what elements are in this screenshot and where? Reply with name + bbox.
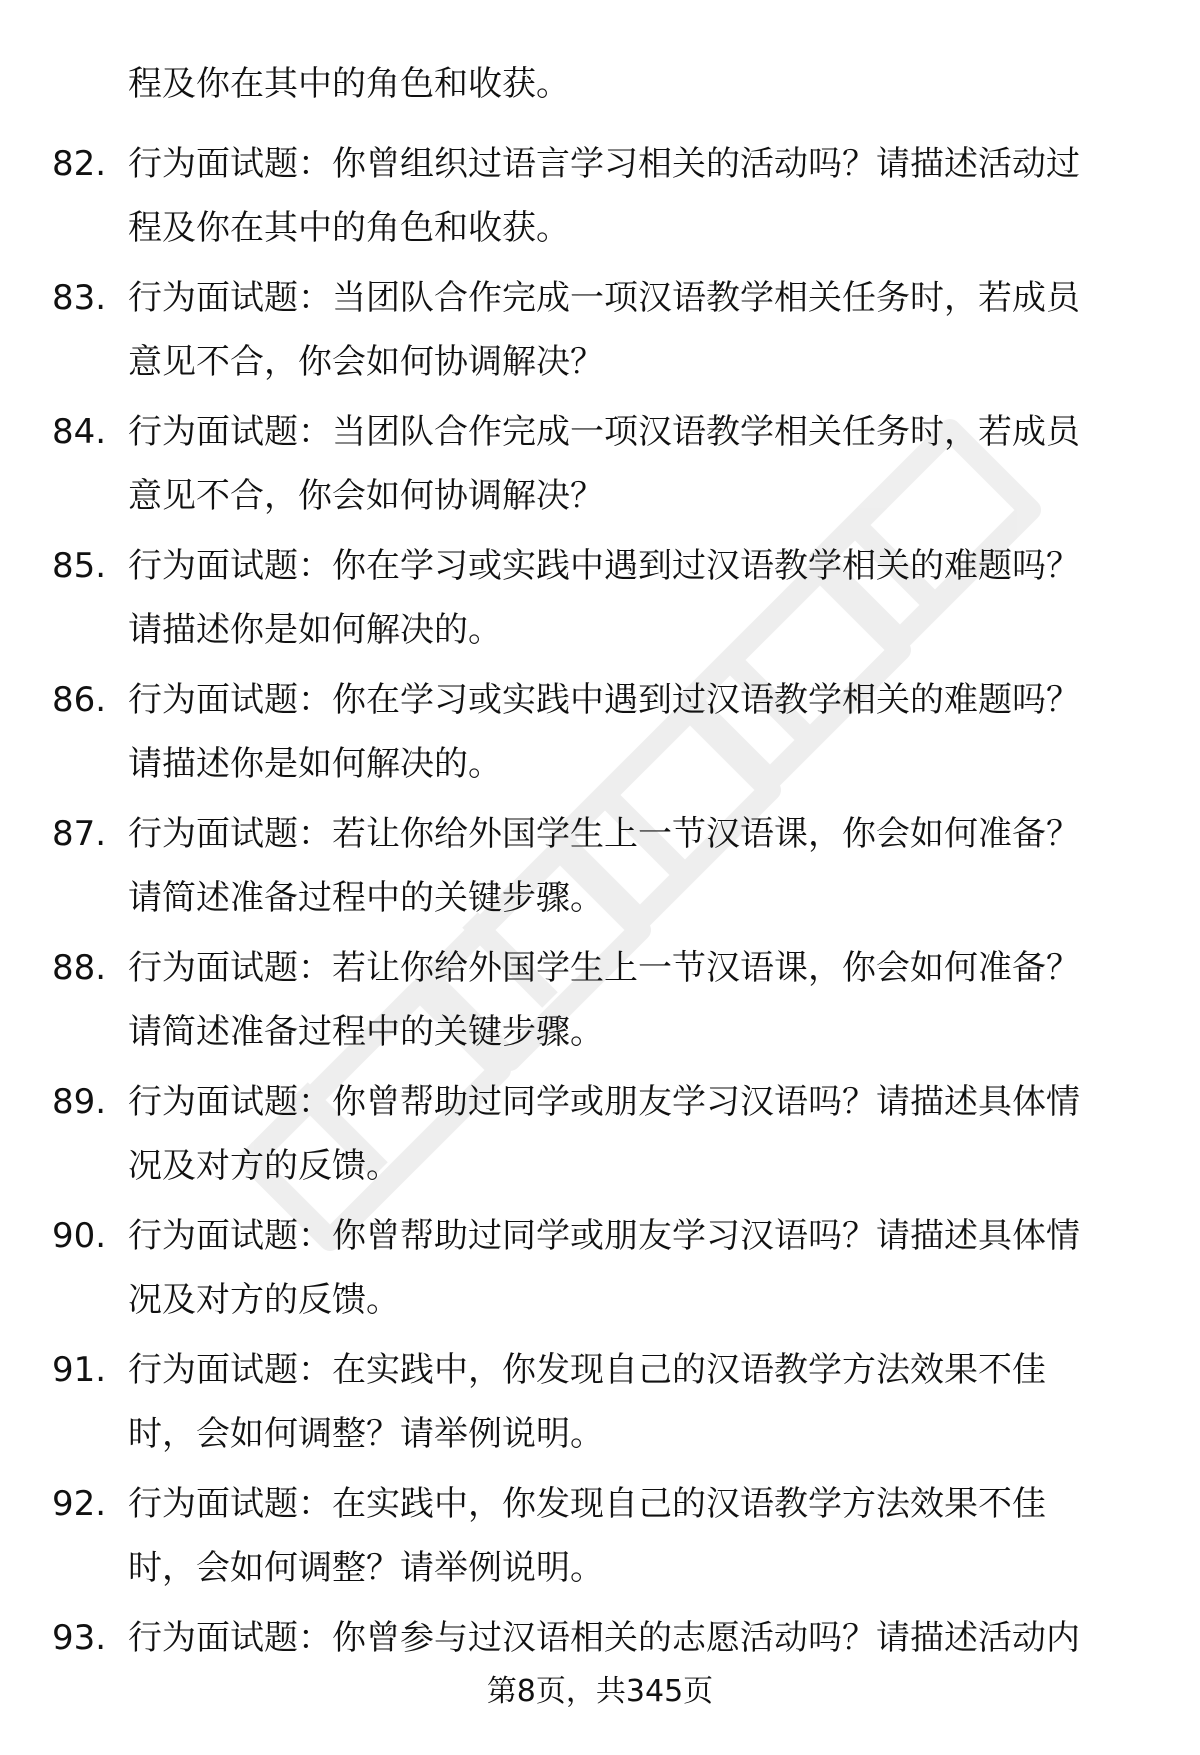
question-text	[128, 936, 1138, 1064]
question-line: 行为面试题：当团队合作完成一项汉语教学相关任务时，若成员	[128, 412, 1080, 452]
question-number: 89.	[52, 1082, 107, 1122]
question-number: 82.	[52, 144, 107, 184]
question-line: 请简述准备过程中的关键步骤。	[128, 878, 604, 918]
question-number: 84.	[52, 412, 107, 452]
question-number: 92.	[52, 1484, 107, 1524]
question-line: 程及你在其中的角色和收获。	[128, 208, 570, 248]
question-line: 行为面试题：你在学习或实践中遇到过汉语教学相关的难题吗？	[128, 546, 1080, 586]
question-text	[128, 132, 1138, 260]
question-line: 请描述你是如何解决的。	[128, 610, 502, 650]
question-text	[128, 1606, 1138, 1670]
question-line: 况及对方的反馈。	[128, 1280, 400, 1320]
question-line: 行为面试题：若让你给外国学生上一节汉语课，你会如何准备？	[128, 814, 1080, 854]
question-text	[128, 668, 1138, 796]
question-line: 行为面试题：你曾组织过语言学习相关的活动吗？请描述活动过	[128, 144, 1080, 184]
page-footer: 第8页，共345页	[486, 1674, 714, 1709]
question-number: 88.	[52, 948, 107, 988]
question-text	[128, 802, 1138, 930]
question-line: 时，会如何调整？请举例说明。	[128, 1548, 604, 1588]
question-text	[128, 534, 1138, 662]
question-number: 90.	[52, 1216, 107, 1256]
question-line: 行为面试题：若让你给外国学生上一节汉语课，你会如何准备？	[128, 948, 1080, 988]
question-line: 请简述准备过程中的关键步骤。	[128, 1012, 604, 1052]
question-number: 85.	[52, 546, 107, 586]
continuation-text: 程及你在其中的角色和收获。	[128, 64, 570, 104]
question-line: 况及对方的反馈。	[128, 1146, 400, 1186]
question-line: 行为面试题：当团队合作完成一项汉语教学相关任务时，若成员	[128, 278, 1080, 318]
question-text	[128, 1338, 1138, 1466]
question-line: 意见不合，你会如何协调解决？	[128, 476, 604, 516]
question-text	[128, 1204, 1138, 1332]
question-number: 91.	[52, 1350, 107, 1390]
question-number: 83.	[52, 278, 107, 318]
question-line: 行为面试题：在实践中，你发现自己的汉语教学方法效果不佳	[128, 1350, 1046, 1390]
question-text	[128, 1070, 1138, 1198]
question-line: 时，会如何调整？请举例说明。	[128, 1414, 604, 1454]
question-text	[128, 266, 1138, 394]
question-number: 86.	[52, 680, 107, 720]
question-line: 行为面试题：你曾帮助过同学或朋友学习汉语吗？请描述具体情	[128, 1082, 1080, 1122]
question-text	[128, 400, 1138, 528]
question-number: 87.	[52, 814, 107, 854]
question-line: 行为面试题：你曾帮助过同学或朋友学习汉语吗？请描述具体情	[128, 1216, 1080, 1256]
question-line: 意见不合，你会如何协调解决？	[128, 342, 604, 382]
question-line: 行为面试题：你在学习或实践中遇到过汉语教学相关的难题吗？	[128, 680, 1080, 720]
question-number: 93.	[52, 1618, 107, 1658]
question-line: 行为面试题：在实践中，你发现自己的汉语教学方法效果不佳	[128, 1484, 1046, 1524]
question-line: 请描述你是如何解决的。	[128, 744, 502, 784]
question-text	[128, 1472, 1138, 1600]
question-line: 行为面试题：你曾参与过汉语相关的志愿活动吗？请描述活动内	[128, 1618, 1080, 1658]
